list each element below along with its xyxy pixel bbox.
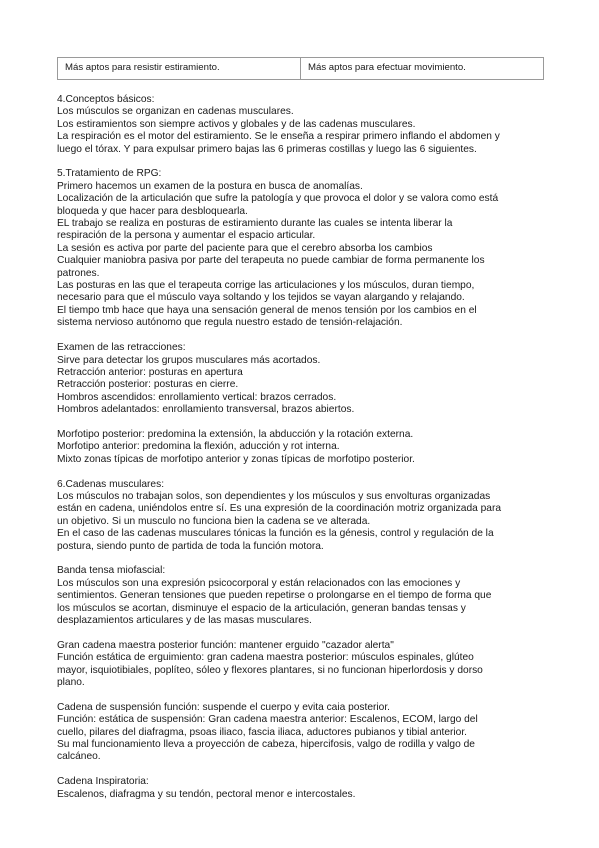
text-line: plano. xyxy=(57,677,85,688)
text-section xyxy=(57,776,545,801)
text-line: Cualquier maniobra pasiva por parte del terapeuta no puede cambiar de forma permanente los xyxy=(57,255,485,267)
section-heading-line: 5.Tratamiento de RPG: xyxy=(57,168,162,180)
text-line: están en cadena, uniéndolos entre sí. Es una expresión de la coordinación motriz organizada para xyxy=(57,503,502,515)
text-line: El tiempo tmb hace que haya una sensación general de menos tensión por los cambios en el xyxy=(57,304,477,316)
text-section xyxy=(57,479,545,553)
text-section xyxy=(57,702,545,764)
table-row xyxy=(58,58,544,80)
section-heading-line: Cadena de suspensión función: suspende el cuerpo y evita caia posterior. xyxy=(57,701,391,713)
text-line: Escalenos, diafragma y su tendón, pectoral menor e intercostales. xyxy=(57,788,356,800)
table-cell-left: Más aptos para resistir estiramiento. xyxy=(58,58,301,80)
text-line: Su mal funcionamiento lleva a proyección de cabeza, hipercifosis, valgo de rodilla y valgo de xyxy=(57,739,475,751)
text-line: La respiración es el motor del estiramiento. Se le enseña a respirar primero inflando el abdomen y xyxy=(57,131,500,143)
text-line: Sirve para detectar los grupos musculares más acortados. xyxy=(57,354,321,366)
comparison-table xyxy=(57,57,544,80)
table-cell-right: Más aptos para efectuar movimiento. xyxy=(301,58,544,80)
text-line: los músculos se acortan, disminuye el espacio de la articulación, generan bandas tensas y xyxy=(57,602,466,614)
text-line: Los músculos se organizan en cadenas musculares. xyxy=(57,106,294,118)
section-heading-line: Morfotipo posterior: predomina la extensión, la abducción y la rotación externa. xyxy=(57,428,414,440)
text-line: bloqueda y que hacer para desbloquearla. xyxy=(57,205,248,217)
text-line: Los músculos no trabajan solos, son dependientes y los músculos y sus envolturas organizadas xyxy=(57,490,491,502)
text-line: La sesión es activa por parte del paciente para que el cerebro absorba los cambios xyxy=(57,242,433,254)
text-line: Primero hacemos un examen de la postura en busca de anomalías. xyxy=(57,180,363,192)
text-line: Mixto zonas típicas de morfotipo anterior y zonas típicas de morfotipo posterior. xyxy=(57,453,415,465)
document-body xyxy=(57,94,545,801)
text-line: Retracción posterior: posturas en cierre. xyxy=(57,379,239,391)
section-heading-line: 6.Cadenas musculares: xyxy=(57,478,165,490)
text-line: respiración de la persona y aumentar el espacio articular. xyxy=(57,230,316,242)
text-line: un objetivo. Si un musculo no funciona bien la cadena se ve alterada. xyxy=(57,515,371,527)
section-heading-line: 4.Conceptos básicos: xyxy=(57,94,155,105)
text-line: necesario para que el músculo vaya soltando y los tejidos se vayan alargando y relajando. xyxy=(57,292,465,304)
text-section xyxy=(57,94,545,156)
section-heading-line: Banda tensa miofascial: xyxy=(57,565,166,577)
section-heading-line: Gran cadena maestra posterior función: mantener erguido "cazador alerta" xyxy=(57,639,394,651)
text-line: calcáneo. xyxy=(57,751,101,763)
text-line: En el caso de las cadenas musculares tónicas la función es la génesis, control y regulación de la xyxy=(57,528,494,540)
text-line: Función: estática de suspensión: Gran cadena maestra anterior: Escalenos, ECOM, largo del xyxy=(57,714,478,726)
text-line: mayor, isquiotibiales, poplíteo, sóleo y flexores plantares, si no funcionan hiperlordosis y dorso xyxy=(57,664,483,676)
text-line: Localización de la articulación que sufre la patología y que provoca el dolor y se valora como está xyxy=(57,193,499,205)
text-line: Función estática de erguimiento: gran cadena maestra posterior: músculos espinales, glúteo xyxy=(57,652,474,664)
section-heading-line: Examen de las retracciones: xyxy=(57,342,186,354)
text-line: Las posturas en las que el terapeuta corrige las articulaciones y los músculos, duran tiempo, xyxy=(57,280,475,292)
text-section xyxy=(57,342,545,416)
text-line: sistema nervioso autónomo que regula nuestro estado de tensión-relajación. xyxy=(57,317,403,329)
text-line: Los estiramientos son siempre activos y globales y de las cadenas musculares. xyxy=(57,118,416,130)
text-line: Morfotipo anterior: predomina la flexión, aducción y rot interna. xyxy=(57,441,340,453)
section-heading-line: Cadena Inspiratoria: xyxy=(57,776,149,788)
text-line: cuello, pilares del diafragma, psoas iliaco, fascia iliaca, aductores pubianos y tibial anterior. xyxy=(57,726,467,738)
text-line: Retracción anterior: posturas en apertura xyxy=(57,366,243,378)
text-line: luego el tórax. Y para expulsar primero bajas las 6 primeras costillas y luego las 6 siguientes. xyxy=(57,143,477,155)
document-page xyxy=(57,57,545,813)
text-line: patrones. xyxy=(57,267,100,279)
text-line: desplazamientos articulares y de las masas musculares. xyxy=(57,614,312,626)
text-section xyxy=(57,168,545,329)
text-line: Hombros ascendidos: enrollamiento vertical: brazos cerrados. xyxy=(57,391,337,403)
text-line: postura, siendo punto de partida de toda la función motora. xyxy=(57,540,324,552)
text-line: Los músculos son una expresión psicocorporal y están relacionados con las emociones y xyxy=(57,577,461,589)
text-line: Hombros adelantados: enrollamiento transversal, brazos abiertos. xyxy=(57,404,355,416)
text-section xyxy=(57,429,545,466)
text-line: sentimientos. Generan tensiones que pueden repetirse o prolongarse en el tiempo de forma que xyxy=(57,590,492,602)
text-section xyxy=(57,565,545,627)
text-section xyxy=(57,640,545,690)
text-line: EL trabajo se realiza en posturas de estiramiento durante las cuales se intenta liberar la xyxy=(57,218,453,230)
